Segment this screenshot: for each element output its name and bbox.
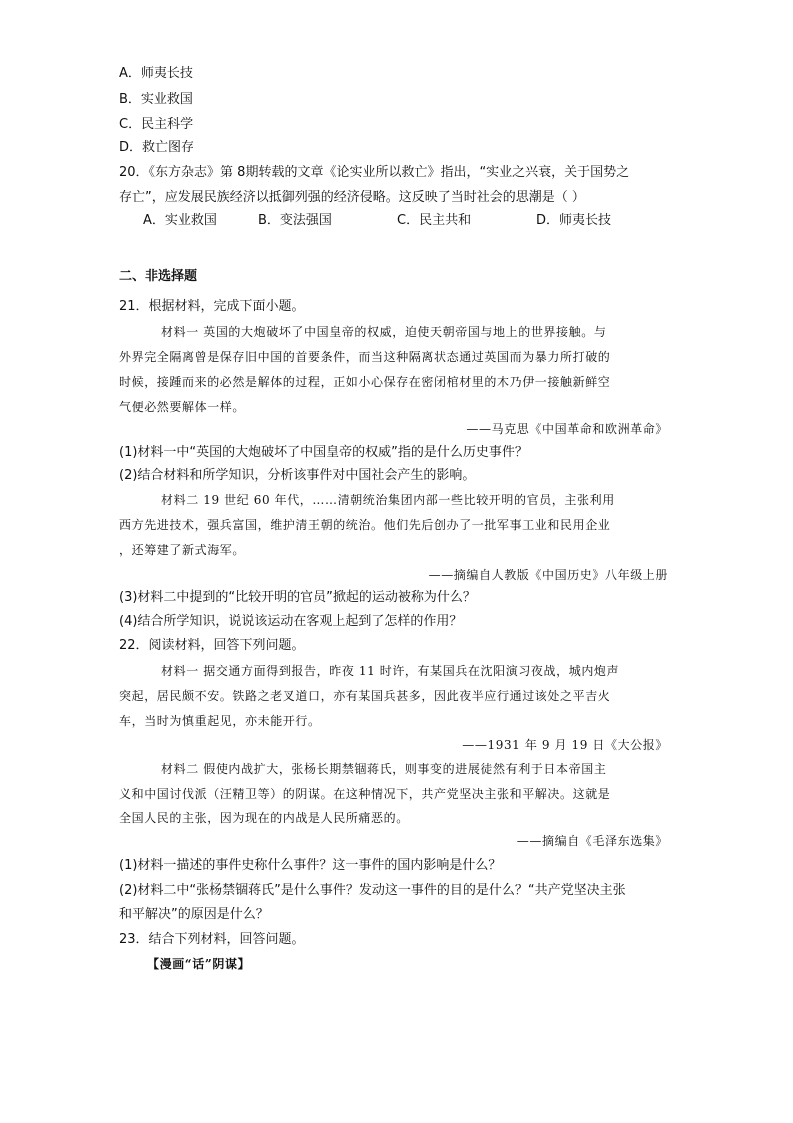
q21-material2-line: 西方先进技术，强兵富国，维护清王朝的统治。他们先后创办了一批军事工业和民用企业 bbox=[119, 518, 611, 532]
q21-sub3: (3)材料二中提到的“比较开明的官员”掀起的运动被称为什么？ bbox=[119, 590, 476, 605]
q22-material2-line: 义和中国讨伐派（汪精卫等）的阴谋。在这种情况下，共产党坚决主张和平解决。这就是 bbox=[119, 787, 611, 801]
q20-option-d: D．师夷长技 bbox=[536, 213, 612, 228]
q19-option-b: B．实业救国 bbox=[119, 92, 193, 107]
q21-sub4: (4)结合所学知识，说说该运动在客观上起到了怎样的作用？ bbox=[119, 614, 463, 629]
q20-option-c: C．民主共和 bbox=[397, 213, 472, 228]
q23-heading: 【漫画“话”阴谋】 bbox=[147, 957, 251, 971]
q21-material2-line: 材料二 19 世纪 60 年代，……清朝统治集团内部一些比较开明的官员，主张利用 bbox=[161, 493, 615, 507]
q21-sub1: (1)材料一中“英国的大炮破坏了中国皇帝的权威”指的是什么历史事件？ bbox=[119, 445, 528, 460]
q19-option-a: A．师夷长技 bbox=[119, 66, 193, 81]
q21-material1-line: 气便必然要解体一样。 bbox=[119, 400, 246, 414]
q22-material2-source: ——摘编自《毛泽东选集》 bbox=[516, 834, 668, 848]
q22-material1-line: 材料一 据交通方面得到报告，昨夜 11 时许，有某国兵在沈阳演习夜战，城内炮声 bbox=[161, 664, 620, 678]
q20-stem-line1: 20．《东方杂志》第 8期转载的文章《论实业所以救亡》指出，“实业之兴衰，关于国势之 bbox=[119, 165, 630, 180]
q20-option-a: A．实业救国 bbox=[143, 213, 217, 228]
q22-material1-line: 车，当时为慎重起见，亦未能开行。 bbox=[119, 714, 321, 728]
q23-stem: 23．结合下列材料，回答问题。 bbox=[119, 932, 305, 947]
q21-stem: 21．根据材料，完成下面小题。 bbox=[119, 299, 305, 314]
q19-option-c: C．民主科学 bbox=[119, 117, 194, 132]
q21-sub2: (2)结合材料和所学知识，分析该事件对中国社会产生的影响。 bbox=[119, 468, 476, 483]
q21-material1-line: 时候，接踵而来的必然是解体的过程，正如小心保存在密闭棺材里的木乃伊一接触新鲜空 bbox=[119, 375, 611, 389]
q21-material1-line: 材料一 英国的大炮破坏了中国皇帝的权威，迫使天朝帝国与地上的世界接触。与 bbox=[161, 325, 607, 339]
q22-sub2-line2: 和平解决”的原因是什么？ bbox=[119, 907, 269, 922]
q22-sub2-line1: (2)材料二中“张杨禁锢蒋氏”是什么事件？发动这一事件的目的是什么？“共产党坚决主张 bbox=[119, 883, 626, 898]
q22-material1-line: 突起，居民颇不安。铁路之老叉道口，亦有某国兵甚多，因此夜半应行通过该处之平吉火 bbox=[119, 689, 611, 703]
q20-stem-line2: 存亡”，应发展民族经济以抵御列强的经济侵略。这反映了当时社会的思潮是（ ） bbox=[119, 190, 585, 205]
q22-material1-source: ——1931 年 9 月 19 日《大公报》 bbox=[462, 738, 668, 752]
q22-material2-line: 材料二 假使内战扩大，张杨长期禁锢蒋氏，则事变的进展徒然有利于日本帝国主 bbox=[161, 762, 607, 776]
q21-material2-line: ，还筹建了新式海军。 bbox=[119, 543, 246, 557]
q19-option-d: D．救亡图存 bbox=[119, 140, 195, 155]
q20-option-b: B．变法强国 bbox=[258, 213, 332, 228]
q21-material1-line: 外界完全隔离曾是保存旧中国的首要条件，而当这种隔离状态通过英国而为暴力所打破的 bbox=[119, 350, 611, 364]
q22-sub1: (1)材料一描述的事件史称什么事件？这一事件的国内影响是什么？ bbox=[119, 858, 502, 873]
section-title: 二、非选择题 bbox=[119, 269, 198, 284]
q21-material1-source: ——马克思《中国革命和欧洲革命》 bbox=[466, 422, 668, 436]
q22-material2-line: 全国人民的主张，因为现在的内战是人民所痛恶的。 bbox=[119, 811, 409, 825]
q22-stem: 22．阅读材料，回答下列问题。 bbox=[119, 638, 305, 653]
q21-material2-source: ——摘编自人教版《中国历史》八年级上册 bbox=[428, 568, 668, 582]
